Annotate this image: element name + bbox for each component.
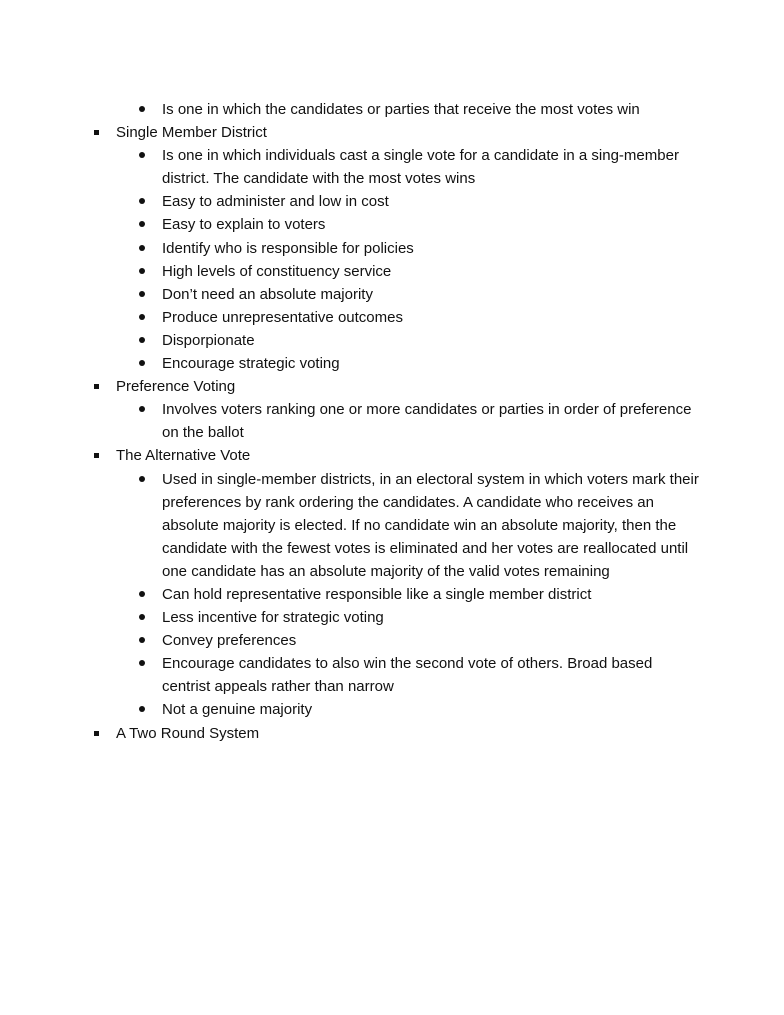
bullet-text: Identify who is responsible for policies [162,239,414,257]
bullet-dot-icon [139,476,145,482]
bullet-text: High levels of constituency service [162,262,392,280]
bullet-dot-icon [139,337,145,343]
bullet-point [0,213,784,236]
bullet-text: Don’t need an absolute majority [162,285,373,303]
bullet-point [0,352,784,375]
section-heading-two-round-system [0,722,784,745]
bullet-text: Produce unrepresentative outcomes [162,308,403,326]
bullet-dot-icon [139,660,145,666]
bullet-text: Less incentive for strategic voting [162,609,384,627]
bullet-text: Disporpionate [162,331,255,349]
bullet-dot-icon [139,221,145,227]
square-bullet-icon [94,731,99,736]
section-heading-preference-voting [0,375,784,398]
bullet-point [0,237,784,260]
bullet-dot-icon [139,198,145,204]
bullet-text: Encourage candidates to also win the second vote of others. Broad based centrist appeals rather than narrow [162,655,653,696]
bullet-point [0,260,784,283]
bullet-point [0,698,784,721]
bullet-text: Can hold representative responsible like a single member district [162,585,592,603]
bullet-dot-icon [139,106,145,112]
bullet-text: Is one in which the candidates or parties that receive the most votes win [162,101,640,118]
bullet-dot-icon [139,245,145,251]
bullet-point [0,583,784,606]
bullet-dot-icon [139,360,145,366]
bullet-text: Encourage strategic voting [162,355,340,373]
section-heading-single-member-district [0,121,784,144]
bullet-point [0,329,784,352]
bullet-dot-icon [139,291,145,297]
square-bullet-icon [94,453,99,458]
section-title: A Two Round System [116,724,260,742]
bullet-point-continued [0,98,784,121]
bullet-dot-icon [139,706,145,712]
bullet-text: Is one in which individuals cast a single vote for a candidate in a sing-member district. The candidate with the most votes wins [162,147,679,188]
section-title: The Alternative Vote [116,447,251,465]
bullet-text: Easy to administer and low in cost [162,193,389,211]
bullet-dot-icon [139,591,145,597]
bullet-dot-icon [139,314,145,320]
bullet-point [0,468,784,583]
bullet-point [0,629,784,652]
section-heading-alternative-vote [0,444,784,467]
bullet-dot-icon [139,406,145,412]
bullet-point [0,606,784,629]
bullet-point [0,190,784,213]
bullet-point [0,144,784,190]
bullet-text: Not a genuine majority [162,701,313,719]
bullet-point [0,652,784,698]
bullet-text: Used in single-member districts, in an electoral system in which voters mark their preferences by rank ordering the candidates. A candidate who receives an absolute majority is elected. If no candidate win an absolute majority, then the candidate with the fewest votes is eliminated and her votes are reallocated until one candidate has an absolute majority of the valid votes remaining [162,470,699,580]
bullet-point [0,283,784,306]
outline-list [0,98,784,745]
bullet-dot-icon [139,637,145,643]
bullet-point [0,306,784,329]
bullet-text: Involves voters ranking one or more candidates or parties in order of preference on the ballot [162,401,692,442]
bullet-text: Easy to explain to voters [162,216,326,234]
bullet-text: Convey preferences [162,632,297,650]
section-title: Single Member District [116,124,267,142]
bullet-point [0,398,784,444]
bullet-dot-icon [139,614,145,620]
square-bullet-icon [94,384,99,389]
bullet-dot-icon [139,268,145,274]
section-title: Preference Voting [116,378,236,396]
bullet-dot-icon [139,152,145,158]
square-bullet-icon [94,130,99,135]
